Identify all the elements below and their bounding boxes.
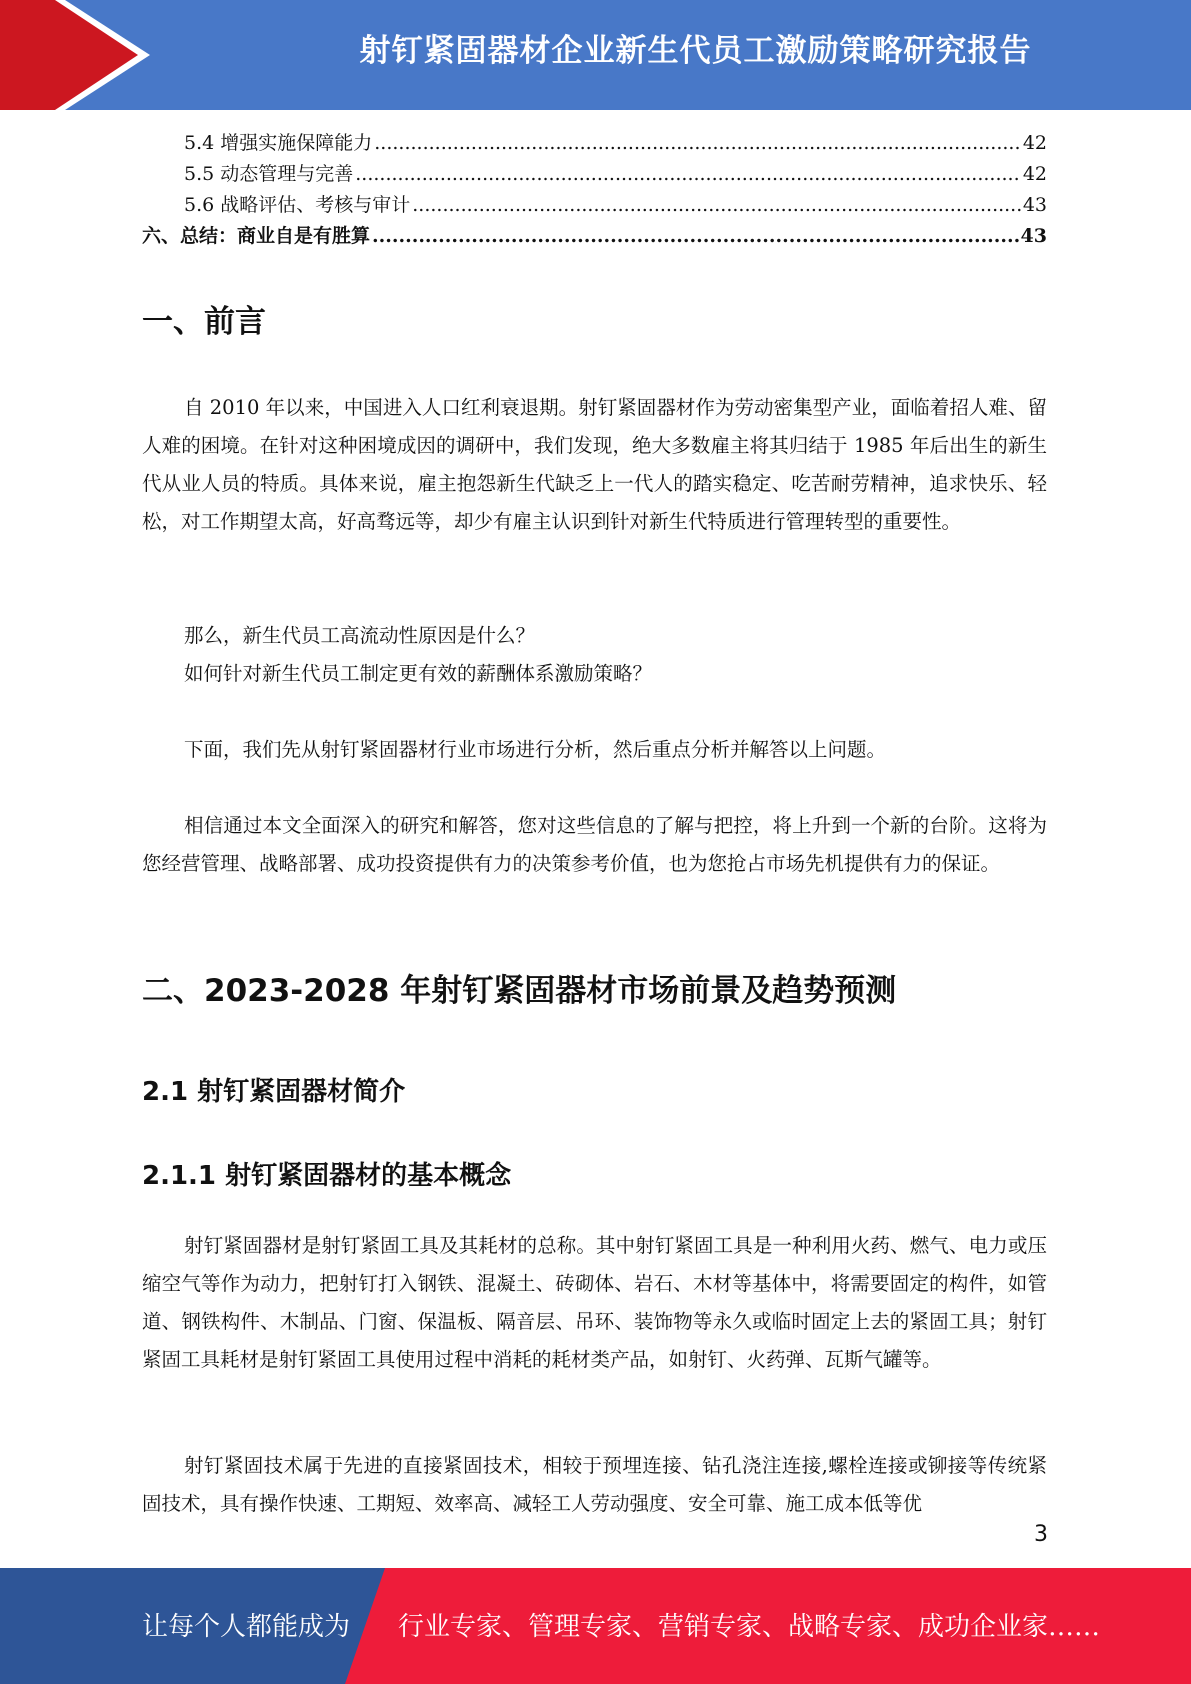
toc-entry-page: 42 [1022,132,1047,154]
page-number: 3 [1034,1522,1048,1547]
preface-question-1: 那么，新生代员工高流动性原因是什么？ [184,624,536,647]
page-footer [0,1568,1191,1684]
preface-paragraph-1: 自 2010 年以来，中国进入人口红利衰退期。射钉紧固器材作为劳动密集型产业，面临着招人难、留人难的困境。在针对这种困境成因的调研中，我们发现，绝大多数雇主将其归结于 1985 年后出生的新生代从业人员的特质。具体来说，雇主抱怨新生代缺乏上一代人的踏实稳定、吃苦耐劳精神，追求快乐、轻松，对工作期望太高，好高骛远等，却少有雇主认识到针对新生代特质进行管理转型的重要性。 [142,396,1047,533]
toc-entry-page: 42 [1022,163,1047,185]
table-of-contents [142,128,1047,252]
toc-entry-page: 43 [1022,194,1047,216]
preface-question-2: 如何针对新生代员工制定更有效的薪酬体系激励策略？ [184,662,653,685]
preface-paragraph-2: 下面，我们先从射钉紧固器材行业市场进行分析，然后重点分析并解答以上问题。 [184,738,887,761]
toc-entry-5-4[interactable] [142,128,1047,159]
toc-dot-leader [412,190,1021,221]
toc-entry-label: 5.5 动态管理与完善 [184,163,354,185]
section-heading-market: 二、2023-2028 年射钉紧固器材市场前景及趋势预测 [142,973,897,1009]
concept-paragraph-1: 射钉紧固器材是射钉紧固工具及其耗材的总称。其中射钉紧固工具是一种利用火药、燃气、电力或压缩空气等作为动力，把射钉打入钢铁、混凝土、砖砌体、岩石、木材等基体中，将需要固定的构件，如管道、钢铁构件、木制品、门窗、保温板、隔音层、吊环、装饰物等永久或临时固定上去的紧固工具；射钉紧固工具耗材是射钉紧固工具使用过程中消耗的耗材类产品，如射钉、火药弹、瓦斯气罐等。 [142,1234,1047,1371]
subsection-heading-intro: 2.1 射钉紧固器材简介 [142,1077,406,1107]
footer-slogan-left: 让每个人都能成为 [142,1612,351,1642]
toc-dot-leader [374,128,1021,159]
page-header [0,0,1191,110]
toc-entry-label: 5.4 增强实施保障能力 [184,132,373,154]
toc-entry-6[interactable] [142,221,1047,252]
subsection-heading-concept: 2.1.1 射钉紧固器材的基本概念 [142,1161,512,1191]
toc-dot-leader [355,159,1021,190]
footer-slogan-right: 行业专家、管理专家、营销专家、战略专家、成功企业家…… [398,1612,1101,1642]
concept-paragraph-2: 射钉紧固技术属于先进的直接紧固技术，相较于预埋连接、钻孔浇注连接,螺栓连接或铆接等传统紧固技术，具有操作快速、工期短、效率高、减轻工人劳动强度、安全可靠、施工成本低等优 [142,1454,1047,1515]
section-heading-preface: 一、前言 [142,304,266,340]
report-title: 射钉紧固器材企业新生代员工激励策略研究报告 [359,33,1032,69]
toc-entry-label: 5.6 战略评估、考核与审计 [184,194,411,216]
toc-entry-5-5[interactable] [142,159,1047,190]
toc-entry-page: 43 [1020,225,1047,247]
preface-paragraph-3: 相信通过本文全面深入的研究和解答，您对这些信息的了解与把控，将上升到一个新的台阶。这将为您经营管理、战略部署、成功投资提供有力的决策参考价值，也为您抢占市场先机提供有力的保证。 [142,814,1047,875]
toc-entry-label: 六、总结：商业自是有胜算 [142,225,371,247]
toc-entry-5-6[interactable] [142,190,1047,221]
toc-dot-leader [372,221,1019,252]
